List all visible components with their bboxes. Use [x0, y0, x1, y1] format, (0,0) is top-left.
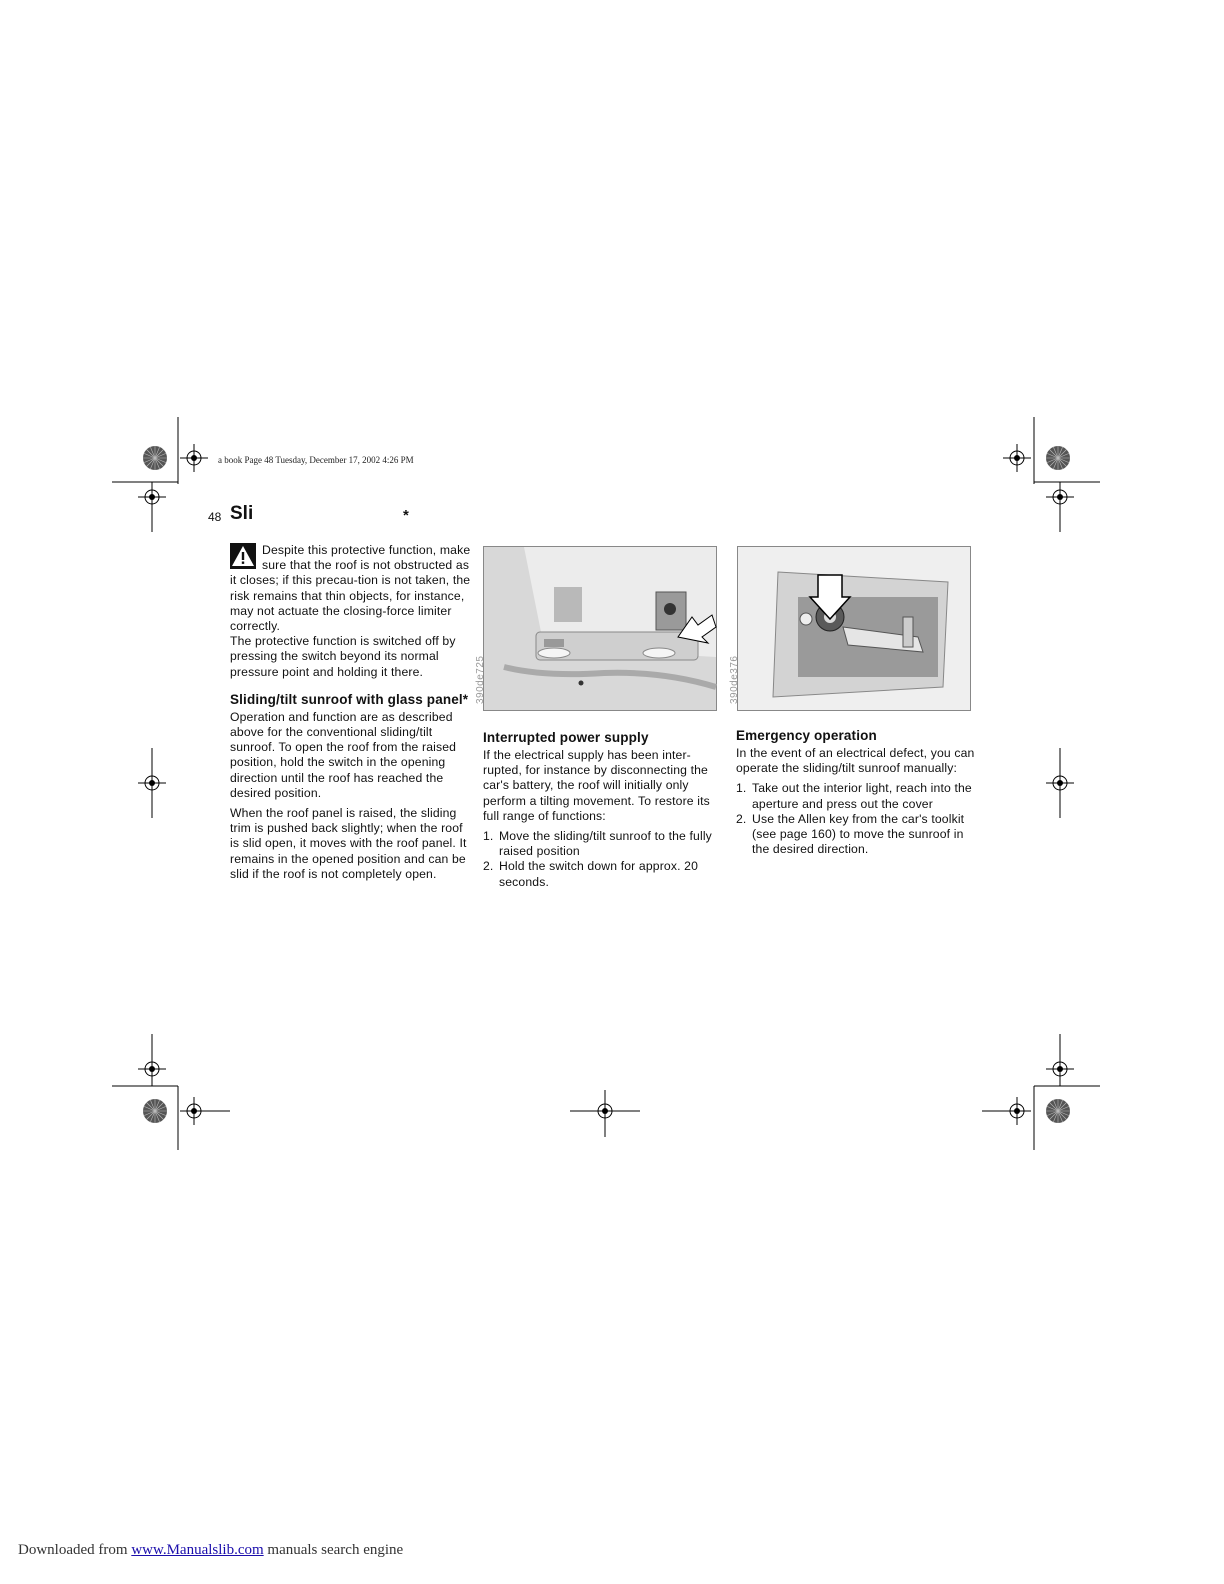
- figure-code: 390de725: [475, 655, 486, 704]
- allen-key-illustration: [738, 547, 970, 710]
- list-item-number: 1.: [483, 829, 494, 844]
- footer-suffix: manuals search engine: [263, 1542, 404, 1558]
- page-title: Sli: [230, 503, 254, 524]
- list-item-number: 1.: [736, 781, 747, 796]
- warning-text: Despite this protective function, make sure that the roof is not obstructed as it closes; if this precau-tion is not taken, the risk remains that thin objects, for instance, may not actuate the closing-force limiter correctly.: [230, 543, 471, 634]
- warning-block: [230, 543, 472, 680]
- manualslib-link[interactable]: www.Manualslib.com: [131, 1542, 264, 1558]
- list-item-text: Use the Allen key from the car's toolkit (see page 160) to move the sunroof in the desired direction.: [752, 811, 965, 857]
- steps-list: [736, 781, 978, 857]
- section-heading-glass-panel: Sliding/tilt sunroof with glass panel*: [230, 691, 469, 707]
- list-item: [736, 781, 978, 811]
- warning-triangle-icon: [230, 543, 256, 569]
- page-title-star: *: [403, 507, 409, 524]
- list-item-text: Hold the switch down for approx. 20 seconds.: [499, 859, 699, 889]
- paragraph: Operation and function are as described above for the conventional sliding/tilt sunroof. To open the roof from the raised position, hold the switch in the opening direction until the roof has reached the desired position.: [230, 709, 457, 800]
- list-item: [736, 812, 978, 858]
- list-item: [483, 859, 723, 889]
- heading-emergency-operation: Emergency operation: [736, 728, 877, 743]
- print-info: a book Page 48 Tuesday, December 17, 2002 4:26 PM: [218, 455, 414, 465]
- registration-star-icon: [143, 446, 167, 470]
- list-item-text: Take out the interior light, reach into the aperture and press out the cover: [752, 781, 972, 811]
- figure-interior-light-switch: [475, 546, 717, 711]
- steps-list: [483, 829, 723, 890]
- warning-text-2: The protective function is switched off by pressing the switch beyond its normal pressure point and holding it there.: [230, 634, 456, 679]
- figure-code: 390de376: [729, 655, 740, 704]
- column-2: [483, 730, 723, 890]
- list-item: [483, 829, 723, 859]
- paragraph: In the event of an electrical defect, you can operate the sliding/tilt sunroof manually:: [736, 746, 975, 776]
- list-item-number: 2.: [736, 811, 747, 826]
- interior-light-illustration: [484, 547, 716, 710]
- figure-emergency-allen-key: [729, 546, 971, 711]
- list-item-number: 2.: [483, 859, 494, 874]
- page-number: 48: [208, 510, 222, 524]
- list-item-text: Move the sliding/tilt sunroof to the fully raised position: [499, 829, 712, 859]
- paragraph: If the electrical supply has been inter-rupted, for instance by disconnecting the car's battery, the roof will initially only perform a tilting movement. To restore its full range of functions:: [483, 748, 710, 823]
- paragraph: When the roof panel is raised, the sliding trim is pushed back slightly; when the roof is slid open, it moves with the roof panel. It remains in the opened position and can be slid if the roof is not completely open.: [230, 806, 467, 881]
- column-1: [230, 543, 472, 887]
- footer-prefix: Downloaded from: [18, 1542, 132, 1558]
- footer: [18, 1542, 403, 1559]
- heading-interrupted-power: Interrupted power supply: [483, 730, 649, 745]
- column-3: [736, 728, 978, 857]
